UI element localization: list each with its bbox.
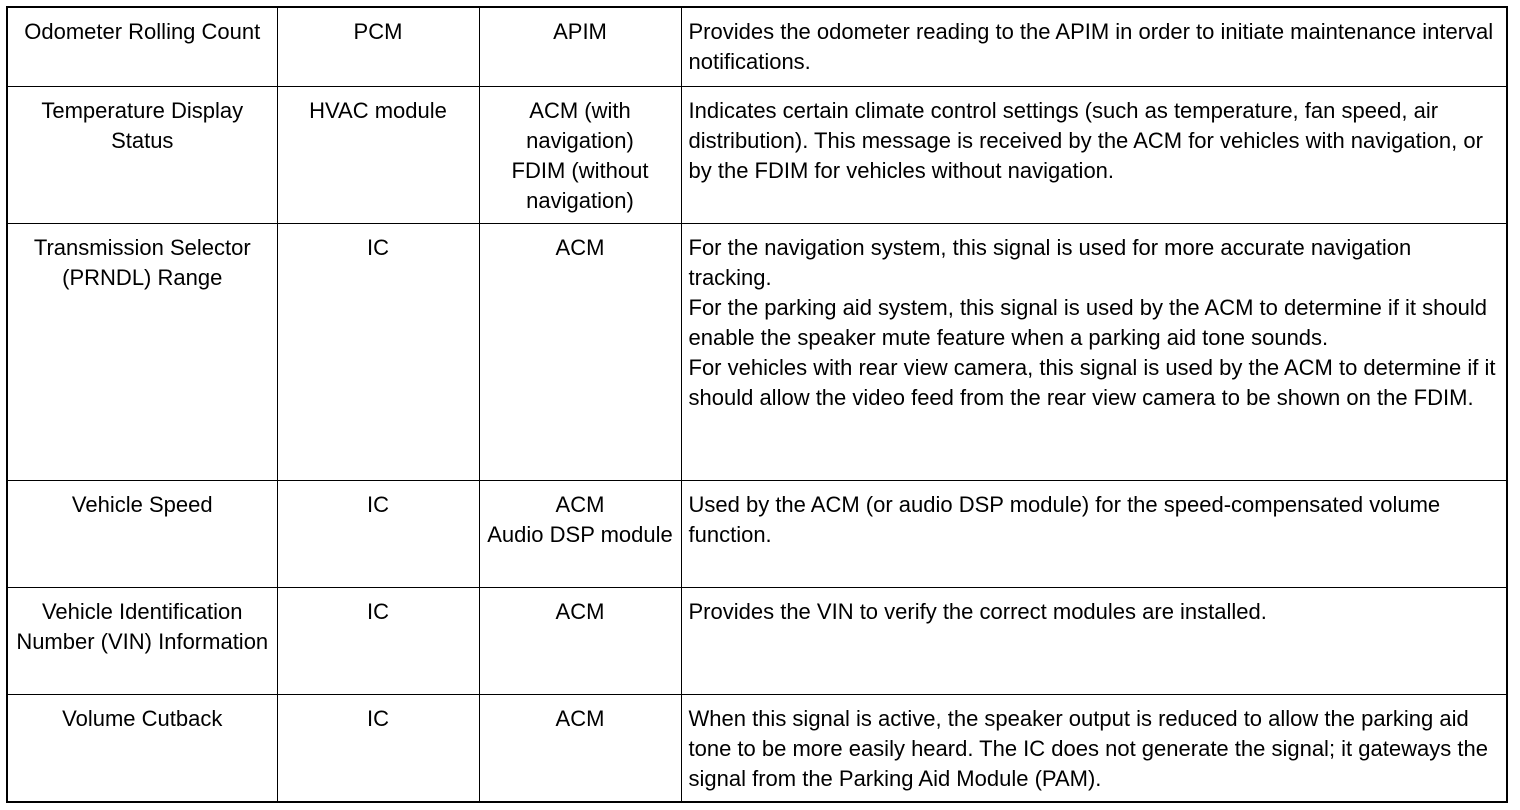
source-cell: IC (277, 695, 479, 803)
description-cell (681, 87, 1507, 224)
description-paragraph: Provides the odometer reading to the APIM in order to initiate maintenance interval notifications. (688, 19, 1494, 74)
receiver-cell (479, 224, 681, 481)
table-row (7, 588, 1507, 695)
source-cell: IC (277, 588, 479, 695)
description-paragraph: Provides the VIN to verify the correct modules are installed. (688, 599, 1267, 624)
message-cell: Odometer Rolling Count (7, 7, 277, 87)
message-cell: Volume Cutback (7, 695, 277, 803)
receiver-line: APIM (553, 19, 607, 44)
description-cell (681, 695, 1507, 803)
receiver-line: ACM (555, 492, 605, 517)
receiver-cell (479, 695, 681, 803)
receiver-cell (479, 7, 681, 87)
receiver-line: ACM (with navigation) (526, 98, 634, 153)
receiver-line: Audio DSP module (487, 522, 673, 547)
network-message-table-container (6, 6, 1506, 803)
description-cell (681, 224, 1507, 481)
receiver-cell (479, 588, 681, 695)
source-cell: HVAC module (277, 87, 479, 224)
description-cell (681, 588, 1507, 695)
receiver-line: FDIM (without navigation) (511, 158, 649, 213)
source-cell: IC (277, 481, 479, 588)
message-cell: Temperature Display Status (7, 87, 277, 224)
source-cell: PCM (277, 7, 479, 87)
description-cell (681, 7, 1507, 87)
description-cell (681, 481, 1507, 588)
description-paragraph: Indicates certain climate control settings (such as temperature, fan speed, air distribution). This message is received by the ACM for vehicles with navigation, or by the FDIM for vehicles without navigation. (688, 98, 1483, 183)
table-row (7, 87, 1507, 224)
receiver-line: ACM (555, 235, 605, 260)
receiver-line: ACM (555, 706, 605, 731)
source-cell: IC (277, 224, 479, 481)
table-row (7, 481, 1507, 588)
receiver-line: ACM (555, 599, 605, 624)
receiver-cell (479, 87, 681, 224)
description-paragraph: Used by the ACM (or audio DSP module) for the speed-compensated volume function. (688, 492, 1441, 547)
message-cell: Vehicle Speed (7, 481, 277, 588)
receiver-cell (479, 481, 681, 588)
table-row (7, 224, 1507, 481)
message-cell: Vehicle Identification Number (VIN) Information (7, 588, 277, 695)
description-paragraph: For the parking aid system, this signal is used by the ACM to determine if it should enable the speaker mute feature when a parking aid tone sounds. (688, 295, 1487, 350)
description-paragraph: For vehicles with rear view camera, this signal is used by the ACM to determine if it should allow the video feed from the rear view camera to be shown on the FDIM. (688, 355, 1496, 410)
message-cell: Transmission Selector (PRNDL) Range (7, 224, 277, 481)
description-paragraph: When this signal is active, the speaker output is reduced to allow the parking aid tone to be more easily heard. The IC does not generate the signal; it gateways the signal from the Parking Aid Module (PAM). (688, 706, 1488, 791)
description-paragraph: For the navigation system, this signal is used for more accurate navigation tracking. (688, 235, 1412, 290)
table-row (7, 695, 1507, 803)
network-message-table (6, 6, 1508, 803)
table-row (7, 7, 1507, 87)
